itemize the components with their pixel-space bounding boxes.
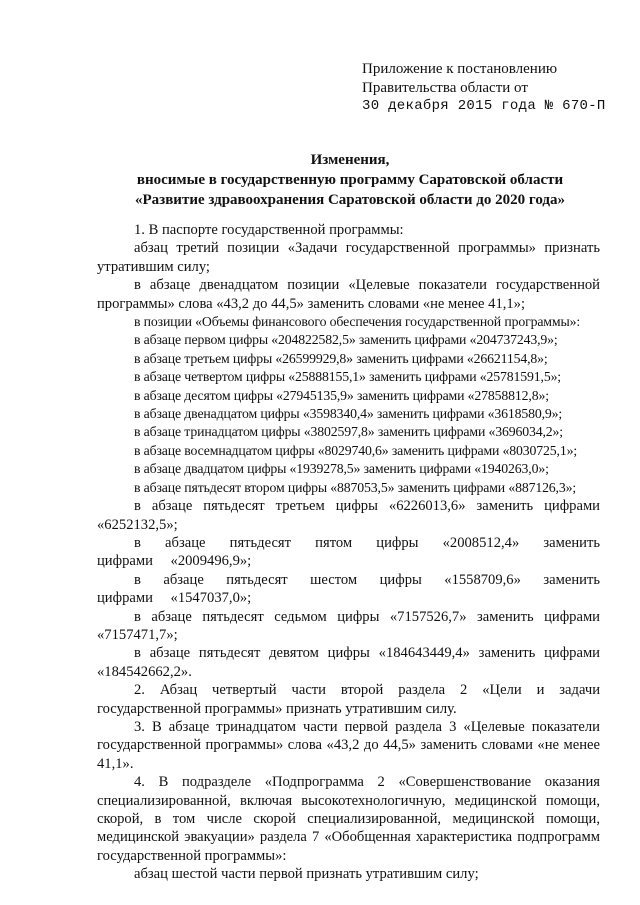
paragraph-3: в абзаце двенадцатом позиции «Целевые показатели государственной программы» слова «43,2 до 44,5» заменить словами «не менее 41,1»;	[97, 277, 600, 312]
appendix-line-2: Правительства области от	[362, 79, 528, 96]
title-line-1: Изменения,	[310, 152, 390, 168]
title-line-3: «Развитие здравоохранения Саратовской области до 2020 года»	[135, 192, 565, 208]
paragraph-4: в позиции «Объемы финансового обеспечения государственной программы»:	[134, 314, 581, 330]
paragraph-13: в абзаце пятьдесят втором цифры «887053,5» заменить цифрами «887126,3»;	[134, 479, 577, 495]
paragraph-18: в абзаце пятьдесят девятом цифры «184643449,4» заменить цифрами «184542662,2».	[97, 645, 600, 680]
paragraph-15: в абзаце пятьдесят пятом цифры «2008512,4» заменить цифрами «2009496,9»;	[97, 534, 600, 570]
appendix-date-number: 30 декабря 2015 года № 670-П	[362, 98, 606, 114]
title-line-2: вносимые в государственную программу Саратовской области	[136, 172, 564, 188]
paragraph-1: 1. В паспорте государственной программы:	[134, 222, 404, 238]
paragraph-7: в абзаце четвертом цифры «25888155,1» заменить цифрами «25781591,5»;	[134, 369, 561, 385]
paragraph-10: в абзаце тринадцатом цифры «3802597,8» заменить цифрами «3696034,2»;	[134, 424, 563, 440]
paragraph-20: 3. В абзаце тринадцатом части первой раздела 3 «Целевые показатели государственной программы» слова «43,2 до 44,5» заменить словами «не менее 41,1».	[97, 718, 600, 772]
paragraph-12: в абзаце двадцатом цифры «1939278,5» заменить цифрами «1940263,0»;	[134, 461, 549, 477]
document-body	[97, 221, 600, 884]
paragraph-19: 2. Абзац четвертый части второй раздела 2 «Цели и задачи государственной программы» признать утратившим силу.	[97, 682, 600, 717]
paragraph-5: в абзаце первом цифры «204822582,5» заменить цифрами «204737243,9»;	[134, 332, 558, 348]
paragraph-6: в абзаце третьем цифры «26599929,8» заменить цифрами «26621154,8»;	[134, 350, 548, 366]
paragraph-17: в абзаце пятьдесят седьмом цифры «7157526,7» заменить цифрами «7157471,7»;	[97, 608, 600, 643]
paragraph-14: в абзаце пятьдесят третьем цифры «6226013,6» заменить цифрами «6252132,5»;	[97, 498, 600, 533]
paragraph-11: в абзаце восемнадцатом цифры «8029740,6» заменить цифрами «8030725,1»;	[134, 442, 578, 458]
paragraph-9: в абзаце двенадцатом цифры «3598340,4» заменить цифрами «3618580,9»;	[134, 406, 563, 422]
document-title	[60, 150, 640, 210]
appendix-block	[362, 60, 606, 116]
paragraph-2: абзац третий позиции «Задачи государственной программы» признать утратившим силу;	[97, 240, 600, 275]
paragraph-8: в абзаце десятом цифры «27945135,9» заменить цифрами «27858812,8»;	[134, 387, 549, 403]
paragraph-21: 4. В подразделе «Подпрограмма 2 «Совершенствование оказания специализированной, включая высокотехнологичную, медицинской помощи, скорой, в том числе скорой специализированной, медицинской помощи, медицинской эвакуации» раздела 7 «Обобщенная характеристика подпрограмм государственной программы»:	[97, 774, 600, 864]
paragraph-16: в абзаце пятьдесят шестом цифры «1558709,6» заменить цифрами «1547037,0»;	[97, 571, 600, 607]
appendix-line-1: Приложение к постановлению	[362, 61, 558, 77]
paragraph-22: абзац шестой части первой признать утратившим силу;	[134, 866, 479, 883]
